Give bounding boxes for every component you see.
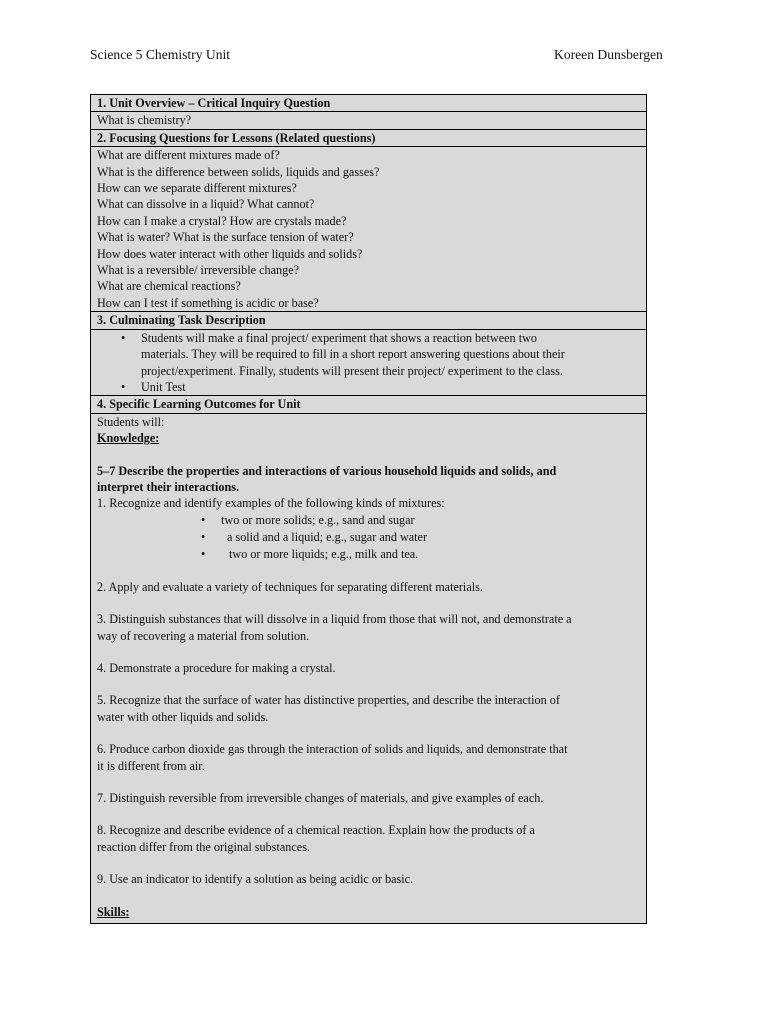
document-header-title: Science 5 Chemistry Unit: [90, 47, 231, 62]
outcome-item-1: 1. Recognize and identify examples of the following kinds of mixtures:: [97, 496, 445, 511]
mixture-type: • two or more liquids; e.g., milk and tea.: [97, 546, 640, 563]
culminating-task-project-bullet: [141, 330, 640, 379]
section1-heading: 1. Unit Overview – Critical Inquiry Question: [91, 95, 646, 112]
outcome-item-5: 5. Recognize that the surface of water has distinctive properties, and describe the interaction of water with other liquids and solids.: [97, 693, 560, 724]
unit-plan-table: [90, 94, 647, 924]
mixture-types-list: [97, 512, 640, 563]
focusing-questions-list: [91, 147, 646, 312]
general-outcome-title: 5–7 Describe the properties and interactions of various household liquids and solids, and interpret their interactions.: [97, 463, 557, 494]
knowledge-label: Knowledge:: [97, 431, 160, 446]
focusing-question: How can we separate different mixtures?: [97, 181, 297, 196]
culminating-task-description: [91, 330, 646, 397]
focusing-question: How can I make a crystal? How are crystals made?: [97, 213, 347, 228]
focusing-question: What are chemical reactions?: [97, 279, 241, 294]
mixture-type: • a solid and a liquid; e.g., sugar and water: [97, 529, 640, 546]
learning-outcomes-body: [91, 414, 646, 923]
focusing-question: What is water? What is the surface tension of water?: [97, 230, 354, 245]
outcome-item-4: 4. Demonstrate a procedure for making a crystal.: [97, 660, 336, 675]
skills-label: Skills:: [97, 904, 130, 919]
document-header-author: Koreen Dunsbergen: [554, 47, 663, 62]
outcome-item-7: 7. Distinguish reversible from irreversible changes of materials, and give examples of each.: [97, 791, 544, 805]
outcome-item-3: 3. Distinguish substances that will dissolve in a liquid from those that will not, and demonstrate a way of recovering a material from solution.: [97, 612, 572, 643]
culminating-task-line: materials. They will be required to fill in a short report answering questions about their: [141, 347, 565, 362]
outcome-item-9: 9. Use an indicator to identify a solution as being acidic or basic.: [97, 872, 414, 887]
mixture-type: • two or more solids; e.g., sand and sugar: [97, 512, 640, 529]
outcomes-intro: Students will:: [97, 414, 165, 429]
culminating-task-line: project/experiment. Finally, students will present their project/ experiment to the class.: [141, 363, 563, 378]
critical-inquiry-question: What is chemistry?: [91, 112, 646, 129]
focusing-question: What are different mixtures made of?: [97, 148, 280, 163]
focusing-question: How does water interact with other liquids and solids?: [97, 246, 363, 261]
section2-heading: 2. Focusing Questions for Lessons (Related questions): [91, 130, 646, 147]
focusing-question: What is the difference between solids, liquids and gasses?: [97, 164, 380, 179]
culminating-task-bullets: [97, 330, 640, 396]
focusing-question: How can I test if something is acidic or base?: [97, 295, 319, 310]
outcome-item-6: 6. Produce carbon dioxide gas through the interaction of solids and liquids, and demonstrate that it is different from air.: [97, 742, 568, 773]
section4-heading: 4. Specific Learning Outcomes for Unit: [91, 396, 646, 413]
outcome-item-2: 2. Apply and evaluate a variety of techniques for separating different materials.: [97, 579, 483, 594]
culminating-task-line: • Students will make a final project/ experiment that shows a reaction between two: [141, 330, 537, 345]
section3-heading: 3. Culminating Task Description: [91, 312, 646, 329]
focusing-question: What can dissolve in a liquid? What cannot?: [97, 197, 315, 212]
focusing-question: What is a reversible/ irreversible change?: [97, 263, 300, 278]
culminating-task-test-bullet: • Unit Test: [141, 379, 640, 395]
outcome-item-8: 8. Recognize and describe evidence of a chemical reaction. Explain how the products of a reaction differ from the original substances.: [97, 823, 535, 854]
